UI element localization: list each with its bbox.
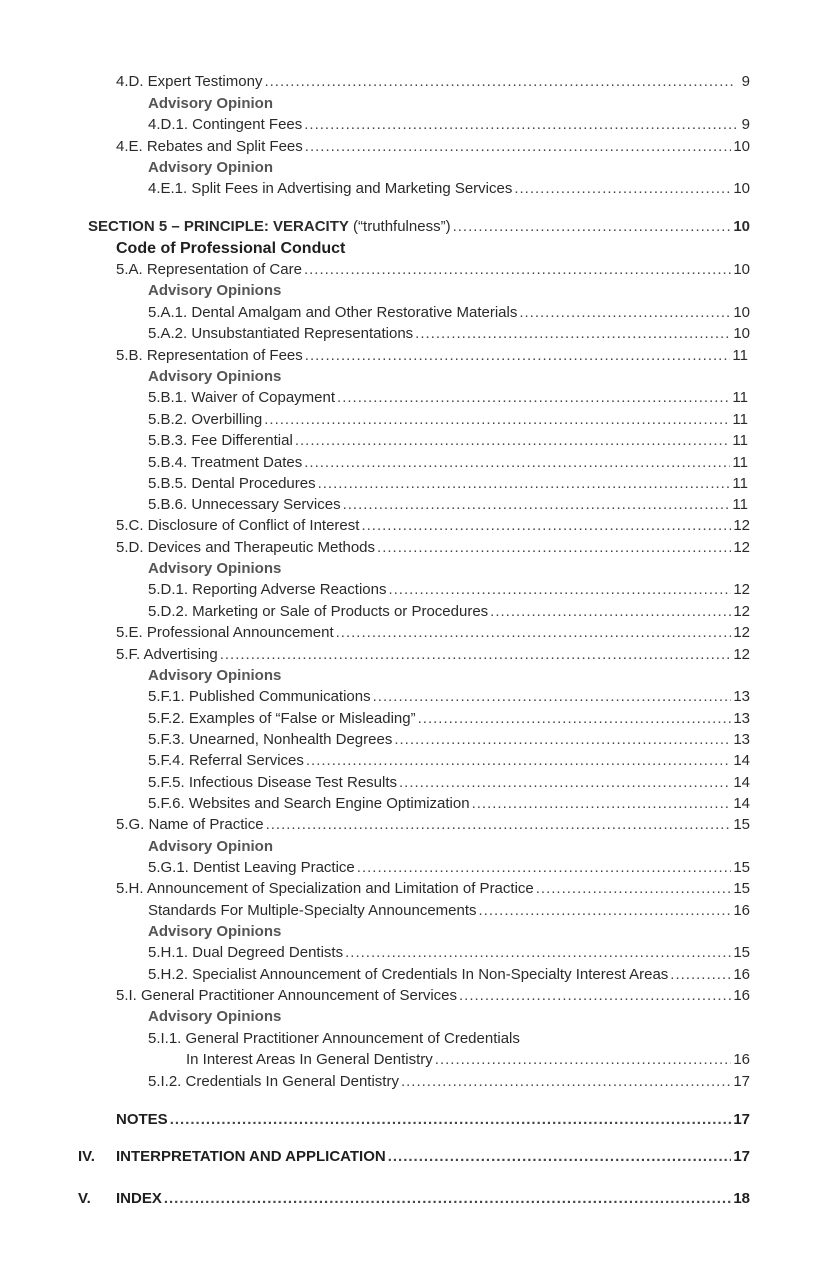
toc-entry-label <box>88 218 451 236</box>
dot-leader <box>336 624 732 642</box>
dot-leader <box>357 859 732 877</box>
toc-entry-label: In Interest Areas In General Dentistry <box>186 1051 433 1068</box>
page-number: 17 <box>733 1073 750 1090</box>
page-number: 11 <box>732 389 748 406</box>
dot-leader <box>670 966 731 984</box>
toc-entry[interactable] <box>116 261 750 279</box>
dot-leader <box>361 517 731 535</box>
dot-leader <box>306 752 731 770</box>
page-number: 13 <box>733 710 750 727</box>
toc-entry-label: 5.B.5. Dental Procedures <box>148 475 316 492</box>
page-number: 11 <box>732 454 748 471</box>
page-number: 11 <box>732 432 748 449</box>
toc-entry[interactable] <box>148 944 750 962</box>
toc-entry[interactable] <box>148 475 748 493</box>
dot-leader <box>435 1051 732 1069</box>
toc-entry[interactable] <box>148 180 750 198</box>
toc-entry[interactable] <box>148 116 750 134</box>
dot-leader <box>519 304 731 322</box>
toc-entry-label: 4.D.1. Contingent Fees <box>148 116 303 133</box>
advisory-subheading: Advisory Opinions <box>148 368 282 385</box>
toc-entry-label: 5.F.2. Examples of “False or Misleading” <box>148 710 416 727</box>
dot-leader <box>305 347 731 365</box>
toc-entry-label: 5.F.6. Websites and Search Engine Optimization <box>148 795 470 812</box>
toc-entry[interactable] <box>148 496 748 514</box>
toc-entry[interactable] <box>148 774 750 792</box>
page-number: 17 <box>733 1111 750 1128</box>
page-number: 11 <box>732 411 748 428</box>
page-number: 15 <box>733 859 750 876</box>
dot-leader <box>459 987 731 1005</box>
page-number: 12 <box>733 517 750 534</box>
dot-leader <box>305 138 732 156</box>
toc-entry-label: 5.D. Devices and Therapeutic Methods <box>116 539 376 556</box>
toc-entry[interactable] <box>116 138 750 156</box>
dot-leader <box>377 539 731 557</box>
toc-entry[interactable] <box>148 752 750 770</box>
advisory-subheading: Advisory Opinion <box>148 159 274 176</box>
dot-leader <box>401 1073 731 1091</box>
toc-entry-label: 4.D. Expert Testimony <box>116 73 263 90</box>
toc-entry-label: 5.E. Professional Announcement <box>116 624 334 641</box>
dot-leader <box>373 688 732 706</box>
page-number: 10 <box>733 218 750 235</box>
page-number: 16 <box>733 987 750 1004</box>
toc-entry-label: 4.E. Rebates and Split Fees <box>116 138 303 155</box>
toc-entry[interactable] <box>148 432 748 450</box>
toc-entry-label: 5.F.4. Referral Services <box>148 752 304 769</box>
toc-entry-label: 5.B.3. Fee Differential <box>148 432 293 449</box>
section-title: SECTION 5 – PRINCIPLE: VERACITY <box>88 218 349 235</box>
dot-leader <box>220 646 732 664</box>
dot-leader <box>318 475 731 493</box>
toc-entry[interactable] <box>148 859 750 877</box>
page-number: 13 <box>733 731 750 748</box>
toc-entry-label: 5.H. Announcement of Specialization and Limitation of Practice <box>116 880 534 897</box>
dot-leader <box>266 816 732 834</box>
dot-leader <box>514 180 731 198</box>
toc-entry[interactable] <box>116 646 750 664</box>
toc-entry-label: 5.A.1. Dental Amalgam and Other Restorative Materials <box>148 304 518 321</box>
toc-entry-label: 5.H.2. Specialist Announcement of Credentials In Non-Specialty Interest Areas <box>148 966 669 983</box>
roman-numeral: IV. <box>78 1148 95 1165</box>
dot-leader <box>479 902 732 920</box>
section-subtitle: (“truthfulness”) <box>348 218 451 235</box>
page-number: 12 <box>733 603 750 620</box>
toc-entry-label: INDEX <box>116 1190 162 1207</box>
toc-entry[interactable] <box>116 539 750 557</box>
dot-leader <box>304 116 736 134</box>
advisory-subheading: Advisory Opinions <box>148 923 282 940</box>
toc-entry[interactable] <box>148 389 748 407</box>
toc-entry-label: 4.E.1. Split Fees in Advertising and Marketing Services <box>148 180 513 197</box>
dot-leader <box>337 389 730 407</box>
toc-entry-label: 5.F.5. Infectious Disease Test Results <box>148 774 398 791</box>
toc-entry-label: 5.B.6. Unnecessary Services <box>148 496 341 513</box>
page-number: 18 <box>733 1190 750 1207</box>
dot-leader <box>295 432 731 450</box>
page-number: 11 <box>732 347 748 364</box>
toc-entry[interactable] <box>116 624 750 642</box>
toc-entry-label: 5.A. Representation of Care <box>116 261 302 278</box>
page-number: 14 <box>733 774 750 791</box>
toc-entry[interactable] <box>78 1190 750 1208</box>
page-number: 16 <box>733 902 750 919</box>
page-number: 15 <box>733 944 750 961</box>
advisory-subheading: Advisory Opinions <box>148 667 282 684</box>
toc-entry-label: 5.F.1. Published Communications <box>148 688 371 705</box>
dot-leader <box>536 880 732 898</box>
toc-entry[interactable] <box>116 987 750 1005</box>
toc-entry-label: 5.B.2. Overbilling <box>148 411 263 428</box>
dot-leader <box>264 411 730 429</box>
page-number: 16 <box>733 966 750 983</box>
toc-entry-label: 5.B.1. Waiver of Copayment <box>148 389 336 406</box>
toc-entry[interactable] <box>148 902 750 920</box>
dot-leader <box>394 731 731 749</box>
page-number: 10 <box>733 304 750 321</box>
dot-leader <box>164 1190 731 1208</box>
page-number: 10 <box>733 261 750 278</box>
page-number: 13 <box>733 688 750 705</box>
dot-leader <box>490 603 731 621</box>
dot-leader <box>388 581 731 599</box>
toc-entry-label: Standards For Multiple-Specialty Announcements <box>148 902 477 919</box>
toc-entry[interactable] <box>116 347 748 365</box>
toc-entry-label: 5.B.4. Treatment Dates <box>148 454 303 471</box>
dot-leader <box>304 261 731 279</box>
advisory-subheading: Advisory Opinion <box>148 838 274 855</box>
toc-entry-label: 5.A.2. Unsubstantiated Representations <box>148 325 414 342</box>
advisory-subheading: Advisory Opinions <box>148 1008 282 1025</box>
toc-entry-text: 5.I.1. General Practitioner Announcement of Credentials <box>148 1030 520 1047</box>
page-number: 16 <box>733 1051 750 1068</box>
page-number: 12 <box>733 581 750 598</box>
toc-entry[interactable] <box>116 517 750 535</box>
toc-entry[interactable] <box>148 411 748 429</box>
toc-entry[interactable] <box>148 325 750 343</box>
page-number: 9 <box>741 73 750 90</box>
toc-entry[interactable] <box>148 304 750 322</box>
toc-entry-label: 5.B. Representation of Fees <box>116 347 303 364</box>
dot-leader <box>170 1111 732 1129</box>
page-number: 11 <box>732 496 748 513</box>
toc-entry[interactable] <box>148 731 750 749</box>
toc-entry-label: 5.G.1. Dentist Leaving Practice <box>148 859 355 876</box>
page-number: 15 <box>733 816 750 833</box>
toc-entry-label: 5.I.2. Credentials In General Dentistry <box>148 1073 399 1090</box>
toc-entry-label: 5.D.1. Reporting Adverse Reactions <box>148 581 387 598</box>
page-number: 12 <box>733 539 750 556</box>
page-number: 17 <box>733 1148 750 1165</box>
dot-leader <box>264 73 736 91</box>
toc-entry-label: INTERPRETATION AND APPLICATION <box>116 1148 386 1165</box>
advisory-subheading: Advisory Opinions <box>148 282 282 299</box>
toc-entry-label: 5.C. Disclosure of Conflict of Interest <box>116 517 360 534</box>
toc-entry-label: 5.F. Advertising <box>116 646 218 663</box>
page-number: 10 <box>733 325 750 342</box>
page-number: 15 <box>733 880 750 897</box>
toc-entry[interactable] <box>116 1111 750 1129</box>
toc-entry[interactable] <box>148 688 750 706</box>
page-number: 9 <box>741 116 750 133</box>
toc-entry-label: 5.I. General Practitioner Announcement of Services <box>116 987 458 1004</box>
section-entry[interactable] <box>88 218 750 236</box>
dot-leader <box>345 944 731 962</box>
toc-entry[interactable] <box>116 816 750 834</box>
toc-entry[interactable] <box>78 1148 750 1166</box>
toc-entry[interactable] <box>148 710 750 728</box>
code-heading: Code of Professional Conduct <box>116 240 346 257</box>
page-number: 14 <box>733 795 750 812</box>
page-number: 10 <box>733 180 750 197</box>
dot-leader <box>304 454 730 472</box>
page-number: 12 <box>733 624 750 641</box>
advisory-subheading: Advisory Opinion <box>148 95 274 112</box>
dot-leader <box>343 496 731 514</box>
dot-leader <box>472 795 732 813</box>
toc-entry[interactable] <box>148 603 750 621</box>
toc-entry[interactable] <box>148 581 750 599</box>
advisory-subheading: Advisory Opinions <box>148 560 282 577</box>
page-number: 12 <box>733 646 750 663</box>
page-number: 10 <box>733 138 750 155</box>
toc-entry-label: 5.H.1. Dual Degreed Dentists <box>148 944 344 961</box>
dot-leader <box>415 325 731 343</box>
toc-entry[interactable] <box>148 966 750 984</box>
toc-entry-label: 5.D.2. Marketing or Sale of Products or Procedures <box>148 603 489 620</box>
toc-entry-label: 5.G. Name of Practice <box>116 816 264 833</box>
toc-entry[interactable] <box>116 73 750 91</box>
toc-entry-label: NOTES <box>116 1111 168 1128</box>
toc-entry[interactable] <box>116 880 750 898</box>
toc-entry[interactable] <box>148 1073 750 1091</box>
toc-entry-label: 5.F.3. Unearned, Nonhealth Degrees <box>148 731 393 748</box>
dot-leader <box>453 218 732 236</box>
toc-entry[interactable] <box>148 795 750 813</box>
page-number: 14 <box>733 752 750 769</box>
dot-leader <box>418 710 732 728</box>
dot-leader <box>399 774 731 792</box>
toc-entry[interactable] <box>148 454 748 472</box>
page-number: 11 <box>732 475 748 492</box>
dot-leader <box>388 1148 732 1166</box>
roman-numeral: V. <box>78 1190 91 1207</box>
toc-entry[interactable] <box>186 1051 750 1069</box>
